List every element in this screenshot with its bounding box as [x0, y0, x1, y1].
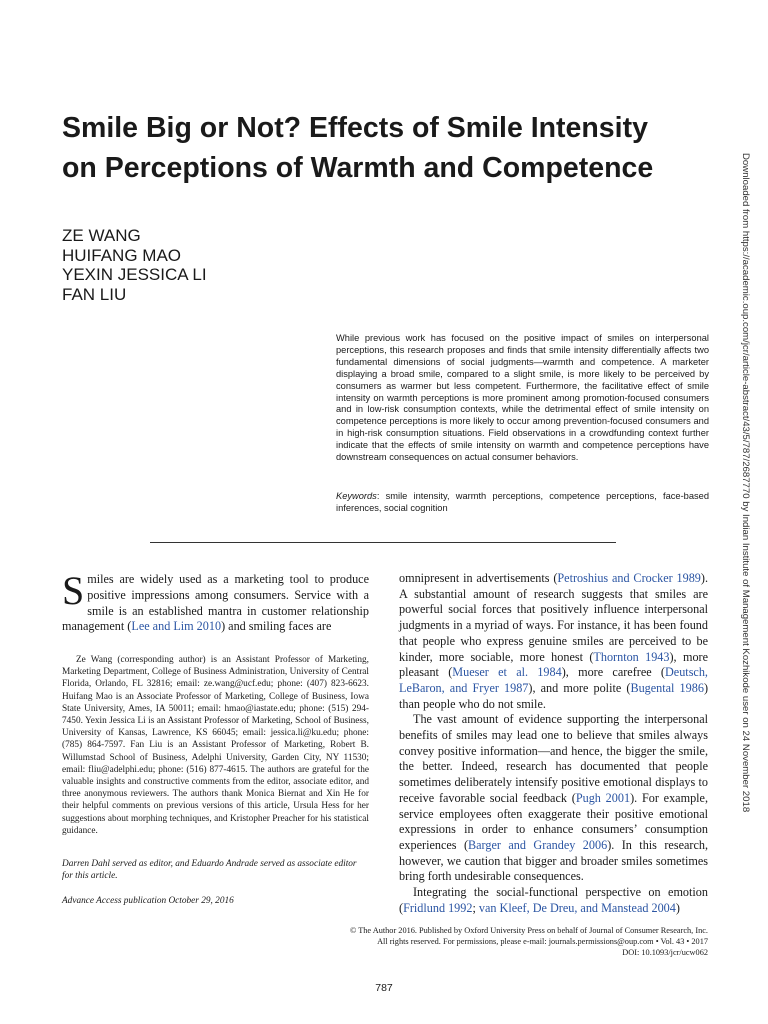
- citation-link[interactable]: Fridlund 1992: [403, 900, 473, 915]
- section-divider: [150, 542, 616, 543]
- keywords-label: Keywords: [336, 491, 377, 501]
- author-name: FAN LIU: [62, 284, 127, 304]
- body-text: ) than people who do not smile.: [399, 680, 708, 711]
- body-text: ), more carefree (: [561, 665, 665, 680]
- author-list: [62, 226, 207, 304]
- citation-link[interactable]: Bugental 1986: [630, 680, 704, 695]
- author-name: ZE WANG: [62, 226, 141, 245]
- keywords-text: : smile intensity, warmth perceptions, competence perceptions, face-based inferences, social cognition: [336, 491, 709, 514]
- body-text: ;: [472, 900, 479, 915]
- intro-text: ) and smiling faces are: [221, 619, 332, 634]
- body-paragraph: [399, 571, 708, 712]
- page-number: 787: [375, 982, 393, 994]
- download-watermark: Downloaded from https://academic.oup.com/jcr/article-abstract/43/5/787/2687770 by Indian Institute of Management Kozhikode user on 24 November 2018: [740, 153, 751, 813]
- title-line-1: Smile Big or Not? Effects of Smile Intensity: [62, 112, 648, 144]
- author-name: YEXIN JESSICA LI: [62, 265, 207, 284]
- title-line-2: on Perceptions of Warmth and Competence: [62, 152, 654, 184]
- body-text: ). In this research, however, we caution that bigger and broader smiles sometimes bring forth undesirable consequences.: [399, 837, 708, 884]
- drop-cap: S: [62, 568, 85, 613]
- doi-line: DOI: 10.1093/jcr/ucw062: [622, 948, 708, 957]
- body-text: ). For example, service employees often exaggerate their positive emotional expressions in order to enhance consumers’ consumption experiences (: [399, 790, 709, 852]
- body-text: ). A substantial amount of research suggests that smiles are powerful social forces that positively influence interpersonal judgments in a myriad of ways. For instance, it has been found that people who express genuine smiles are perceived to be kinder, more sociable, more honest (: [399, 571, 709, 664]
- body-text: omnipresent in advertisements (: [399, 571, 558, 585]
- intro-text: miles are widely used as a marketing tool to produce positive impressions among consumers. Service with a smile is an established mantra in customer relationship management (: [62, 572, 369, 634]
- body-text: ), and more polite (: [528, 680, 631, 695]
- body-paragraph: [399, 712, 708, 885]
- article-title: [62, 108, 712, 188]
- abstract: While previous work has focused on the positive impact of smiles on interpersonal perceptions, this research proposes and finds that smile intensity differentially affects two fundamental dimensions of social judgments—warmth and competence. A marketer displaying a broad smile, compared to a slight smile, is more likely to be perceived by consumers as warmer but less competent. Furthermore, the facilitative effect of smile intensity on warmth perceptions is more prominent among promotion-focused consumers and in low-risk consumption contexts, while the detrimental effect of smile intensity on competence perceptions is more likely to occur among prevention-focused consumers and in high-risk consumption situations. Field observations in a crowdfunding context further indicate that the effects of smile intensity on warmth and competence perceptions have downstream consequences on actual consumer behaviors.: [336, 333, 709, 463]
- copyright-line: © The Author 2016. Published by Oxford University Press on behalf of Journal of Consumer Research, Inc.: [349, 926, 708, 935]
- citation-link[interactable]: van Kleef, De Dreu, and Manstead 2004: [478, 900, 676, 915]
- author-name: HUIFANG MAO: [62, 245, 182, 265]
- copyright-line: All rights reserved. For permissions, please e-mail: journals.permissions@oup.com • Vol. 43 • 2017: [377, 937, 708, 946]
- body-text: ), more pleasant (: [399, 649, 708, 680]
- keywords: [336, 490, 709, 514]
- author-footnote: [62, 654, 369, 837]
- editor-note: Darren Dahl served as editor, and Eduardo Andrade served as associate editor for this article.: [62, 859, 357, 882]
- body-text: Integrating the social-functional perspective on emotion (: [399, 885, 708, 915]
- citation-link[interactable]: Deutsch, LeBaron, and Fryer 1987: [399, 665, 708, 695]
- citation-link[interactable]: Barger and Grandey 2006: [468, 837, 608, 852]
- citation-link[interactable]: Petroshius and Crocker 1989: [557, 571, 701, 585]
- citation-link[interactable]: Lee and Lim 2010: [131, 619, 222, 634]
- body-paragraph: [399, 885, 708, 916]
- citation-link[interactable]: Mueser et al. 1984: [452, 665, 562, 680]
- citation-link[interactable]: Pugh 2001: [575, 790, 631, 805]
- right-column: [399, 571, 708, 916]
- body-text: The vast amount of evidence supporting the interpersonal benefits of smiles may lead one to believe that smiles always convey positive information—and hence, the bigger the smile, the better. Indeed, research has documented that people sometimes deliberately intensify positive emotional displays to receive favorable social feedback (: [399, 712, 708, 805]
- copyright-notice: [288, 925, 708, 958]
- intro-paragraph: [62, 568, 369, 635]
- advance-access-date: Advance Access publication October 29, 2016: [62, 896, 234, 906]
- footnote-text: Ze Wang (corresponding author) is an Assistant Professor of Marketing, Marketing Department, College of Business Administration, University of Central Florida, Orlando, FL 32816; email: ze.wang@ucf.edu; phone: (407) 823-6623. Huifang Mao is an Associate Professor of Marketing, College of Business, Iowa State University, Ames, IA 50011; email: hmao@iastate.edu; phone: (515) 294-7450. Yexin Jessica Li is an Assistant Professor of Marketing, School of Business, University of Kansas, Lawrence, KS 66045; email: jessica.li@ku.edu; phone: (785) 864-7597. Fan Liu is an Assistant Professor of Marketing, Robert B. Willumstad School of Business, Adelphi University, Garden City, NY 11530; email: fliu@adelphi.edu; phone: (516) 877-4615. The authors are grateful for the valuable insights and constructive comments from the editor, associate editor, and three anonymous reviewers. The authors thank Monica Biernat and Xin He for their helpful comments on previous versions of this article, Ursula Hess for her suggestions about morphing techniques, and Kristopher Preacher for his statistical guidance.: [62, 655, 369, 836]
- citation-link[interactable]: Thornton 1943: [593, 649, 670, 664]
- body-text: ): [675, 900, 680, 915]
